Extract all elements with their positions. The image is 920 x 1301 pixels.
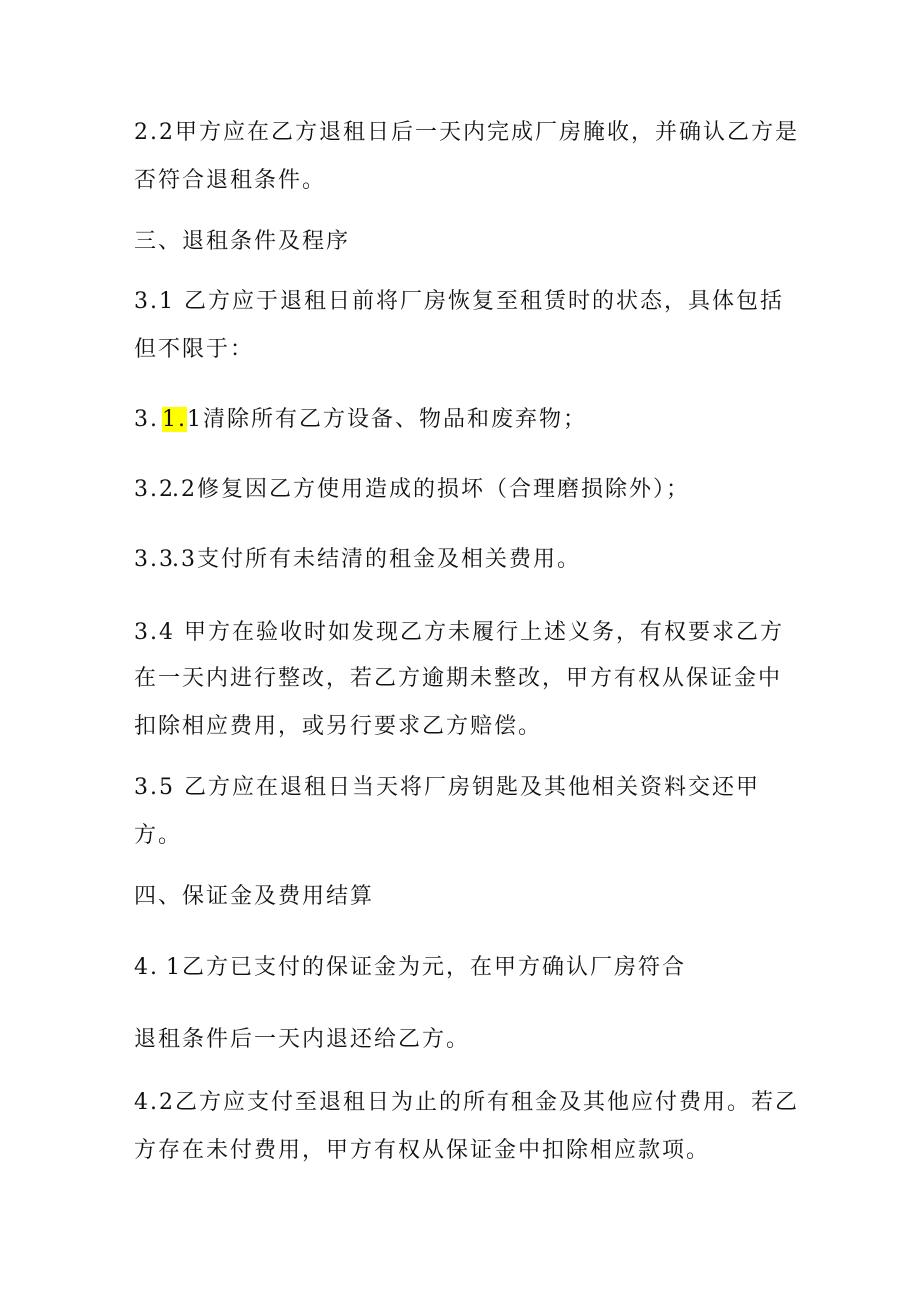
- paragraph-2-2-line-2: 否符合退租条件。: [134, 168, 327, 193]
- item-3-2-text: .2修复因乙方使用造成的损坏（合理磨损除外）；: [172, 477, 690, 502]
- item-3-3: [134, 537, 581, 583]
- item-3-1-1-number: 3.: [134, 407, 159, 432]
- paragraph-3-4-line-1: [134, 610, 784, 656]
- paragraph-3-4-line-2: 在一天内进行整改，若乙方逾期未整改，甲方有权从保证金中: [134, 666, 783, 691]
- item-3-1-1: [134, 397, 587, 443]
- paragraph-4-1-line-1: [134, 945, 686, 991]
- item-3-1-1-text: 1清除所有乙方设备、物品和废弃物；: [187, 407, 587, 432]
- item-3-2: [134, 467, 690, 513]
- paragraph-4-1-text: 1乙方已支付的保证金为元，在甲方确认厂房符合: [166, 955, 686, 980]
- section-3-heading: 三、退租条件及程序: [134, 229, 351, 254]
- paragraph-4-2-line-2: 方存在未付费用，甲方有权从保证金中扣除相应款项。: [134, 1138, 711, 1163]
- paragraph-4-1-line-2: 退租条件后一天内退还给乙方。: [134, 1027, 471, 1052]
- paragraph-4-2-line-1: 4.2乙方应支付至退租日为止的所有租金及其他应付费用。若乙: [134, 1090, 799, 1115]
- paragraph-3-4-text: 甲方在验收时如发现乙方未履行上述义务，有权要求乙方: [184, 620, 785, 645]
- paragraph-3-5-line-2: 方。: [134, 823, 183, 848]
- paragraph-3-1-line-1: [134, 279, 784, 325]
- paragraph-2-2-line-1: 2.2甲方应在乙方退租日后一天内完成厂房腌收，并确认乙方是: [134, 120, 799, 145]
- paragraph-3-1-number: 3.1: [134, 289, 175, 314]
- paragraph-3-1-text: 乙方应于退租日前将厂房恢复至租赁时的状态，具体包括: [184, 289, 785, 314]
- paragraph-3-5-number: 3.5: [134, 775, 175, 800]
- item-3-3-number: 3.3: [134, 547, 175, 572]
- paragraph-3-5-line-1: [134, 765, 760, 811]
- paragraph-3-4-line-3: 扣除相应费用，或另行要求乙方赔偿。: [134, 714, 543, 739]
- item-3-3-text: .3支付所有未结清的租金及相关费用。: [172, 547, 581, 572]
- section-4-heading: 四、保证金及费用结算: [134, 884, 375, 909]
- paragraph-3-1-line-2: 但不限于：: [134, 337, 255, 362]
- paragraph-3-5-text: 乙方应在退租日当天将厂房钥匙及其他相关资料交还甲: [184, 775, 761, 800]
- paragraph-3-4-number: 3.4: [134, 620, 175, 645]
- item-3-2-number: 3.2: [134, 477, 175, 502]
- highlighted-text: 1.: [162, 407, 187, 432]
- paragraph-4-1-number: 4.: [134, 955, 159, 980]
